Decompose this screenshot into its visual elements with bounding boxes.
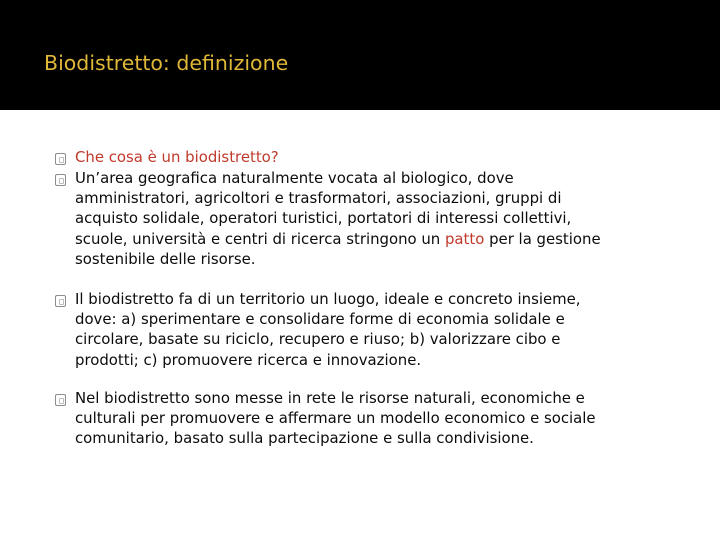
checkbox-bullet-icon <box>55 174 66 186</box>
bullet-line <box>75 229 685 249</box>
highlighted-text: patto <box>444 229 485 248</box>
bullet-line <box>75 208 685 228</box>
bullet-line <box>75 350 685 370</box>
checkbox-bullet-icon <box>55 153 66 165</box>
bullet-line <box>75 428 685 448</box>
bullet-item <box>56 290 720 369</box>
text-segment: culturali per promuovere e affermare un modello economico e sociale <box>75 409 596 428</box>
checkbox-bullet-icon <box>55 394 66 406</box>
bullet-line <box>75 289 685 309</box>
bullet-line <box>75 168 685 188</box>
text-segment: Il biodistretto fa di un territorio un luogo, ideale e concreto insieme, <box>75 290 581 308</box>
slide-title: Biodistretto: definizione <box>44 51 289 75</box>
checkbox-bullet-icon <box>55 295 66 307</box>
highlighted-text: Che cosa è un biodistretto? <box>75 148 279 166</box>
bullet-line <box>75 329 685 349</box>
title-band <box>0 0 720 110</box>
bullet-line <box>75 408 685 428</box>
bullet-text <box>75 168 685 269</box>
text-segment: Nel biodistretto sono messe in rete le risorse naturali, economiche e <box>75 389 585 407</box>
bullet-item <box>56 149 720 165</box>
bullet-text <box>75 388 685 449</box>
text-segment: sostenibile delle risorse. <box>75 249 256 268</box>
text-segment: prodotti; c) promuovere ricerca e innovazione. <box>75 350 422 369</box>
text-segment: comunitario, basato sulla partecipazione e sulla condivisione. <box>75 429 534 448</box>
bullet-item <box>56 389 720 448</box>
bullet-line <box>75 249 685 269</box>
bullet-line <box>75 309 685 329</box>
text-segment: circolare, basate su riciclo, recupero e riuso; b) valorizzare cibo e <box>75 330 561 349</box>
bullet-line <box>75 147 685 167</box>
text-segment: Un’area geografica naturalmente vocata al biologico, dove <box>75 169 514 187</box>
text-segment: dove: a) sperimentare e consolidare forme di economia solidale e <box>75 310 565 329</box>
bullet-text <box>75 289 685 370</box>
text-segment: per la gestione <box>484 229 601 248</box>
bullet-text <box>75 147 685 167</box>
text-segment: amministratori, agricoltori e trasformatori, associazioni, gruppi di <box>75 189 562 208</box>
bullet-line <box>75 188 685 208</box>
bullet-line <box>75 388 685 408</box>
text-segment: acquisto solidale, operatori turistici, portatori di interessi collettivi, <box>75 209 572 228</box>
bullet-item <box>56 169 720 268</box>
text-segment: scuole, università e centri di ricerca stringono un <box>75 229 445 248</box>
